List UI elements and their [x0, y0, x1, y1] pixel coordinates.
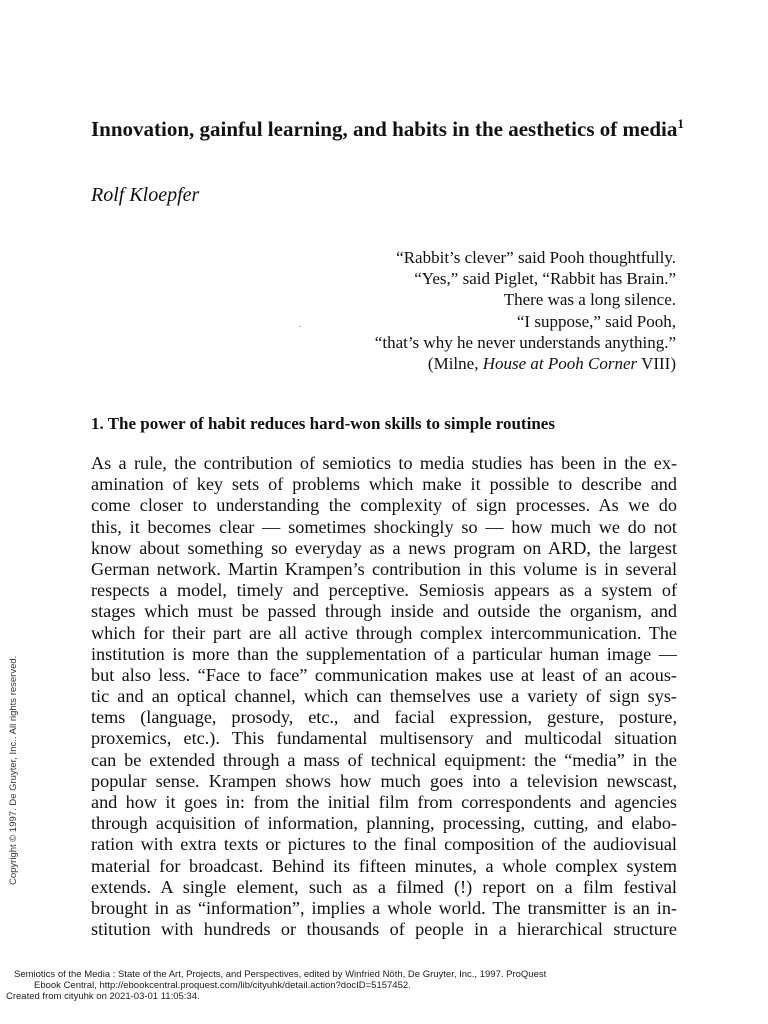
body-line: ration with extra texts or pictures to the final composition of the audiovisual	[91, 834, 677, 855]
body-line: extends. A single element, such as a filmed (!) report on a film festival	[91, 876, 677, 897]
body-line: tic and an optical channel, which can themselves use a variety of sign sys-	[91, 686, 677, 707]
article-title-text: Innovation, gainful learning, and habits in the aesthetics of media	[91, 117, 678, 141]
body-line: tems (language, prosody, etc., and facial expression, gesture, posture,	[91, 707, 677, 728]
footer-line-url: Ebook Central, http://ebookcentral.proquest.com/lib/cityuhk/detail.action?docID=5157452.	[34, 980, 411, 991]
body-line: can be extended through a mass of technical equipment: the “media” in the	[91, 749, 677, 770]
body-line: material for broadcast. Behind its fifteen minutes, a whole complex system	[91, 855, 677, 876]
body-line: popular sense. Krampen shows how much goes into a television newscast,	[91, 770, 677, 791]
epigraph-line: “I suppose,” said Pooh,	[516, 311, 676, 331]
citation-footer	[6, 969, 766, 1002]
title-footnote-mark: 1	[677, 116, 684, 131]
copyright-margin-note: Copyright © 1997. De Gruyter, Inc.. All rights reserved.	[8, 655, 19, 885]
body-line: German network. Martin Krampen’s contribution in this volume is in several	[91, 558, 677, 579]
body-line: through acquisition of information, planning, processing, cutting, and elabo-	[91, 813, 677, 834]
body-line: amination of key sets of problems which make it possible to describe and	[91, 474, 677, 495]
body-line: but also less. “Face to face” communication makes use at least of an acous-	[91, 664, 677, 685]
footer-line-created: Created from cityuhk on 2021-03-01 11:05:34.	[6, 991, 200, 1002]
epigraph-line: “Rabbit’s clever” said Pooh thoughtfully.	[396, 248, 676, 267]
body-line: respects a model, timely and perceptive. Semiosis appears as a system of	[91, 580, 677, 601]
body-line: know about something so everyday as a news program on ARD, the largest	[91, 537, 677, 558]
article-title	[91, 116, 691, 142]
body-line: and how it goes in: from the initial film from correspondents and agencies	[91, 792, 677, 812]
footer-line-source: Semiotics of the Media : State of the Art, Projects, and Perspectives, edited by Winfried Nöth, De Gruyter, Inc., 1997. ProQuest	[14, 969, 547, 980]
body-line: this, it becomes clear — sometimes shockingly so — how much we do not	[91, 516, 677, 537]
body-line: come closer to understanding the complexity of sign processes. As we do	[91, 495, 677, 516]
body-line: brought in as “information”, implies a whole world. The transmitter is an in-	[91, 897, 677, 918]
citation-suffix: VIII)	[637, 354, 676, 374]
body-paragraph	[91, 453, 677, 940]
body-line: stages which must be passed through inside and outside the organism, and	[91, 601, 677, 622]
epigraph-line: “that’s why he never understands anything.”	[374, 332, 676, 352]
section-heading: 1. The power of habit reduces hard-won skills to simple routines	[91, 414, 555, 433]
body-line: institution is more than the supplementation of a particular human image —	[91, 643, 677, 664]
epigraph-line: “Yes,” said Piglet, “Rabbit has Brain.”	[414, 269, 676, 289]
epigraph	[256, 247, 676, 374]
body-line: proxemics, etc.). This fundamental multisensory and multicodal situation	[91, 728, 677, 749]
citation-work: House at Pooh Corner	[482, 354, 638, 374]
epigraph-citation	[256, 353, 676, 374]
epigraph-line: There was a long silence.	[503, 290, 676, 310]
body-line: As a rule, the contribution of semiotics to media studies has been in the ex-	[91, 453, 677, 473]
body-line: which for their part are all active through complex intercommunication. The	[91, 622, 677, 643]
body-line: stitution with hundreds or thousands of people in a hierarchical structure	[91, 919, 677, 940]
author-name: Rolf Kloepfer	[91, 184, 200, 206]
citation-prefix: (Milne,	[427, 354, 483, 374]
